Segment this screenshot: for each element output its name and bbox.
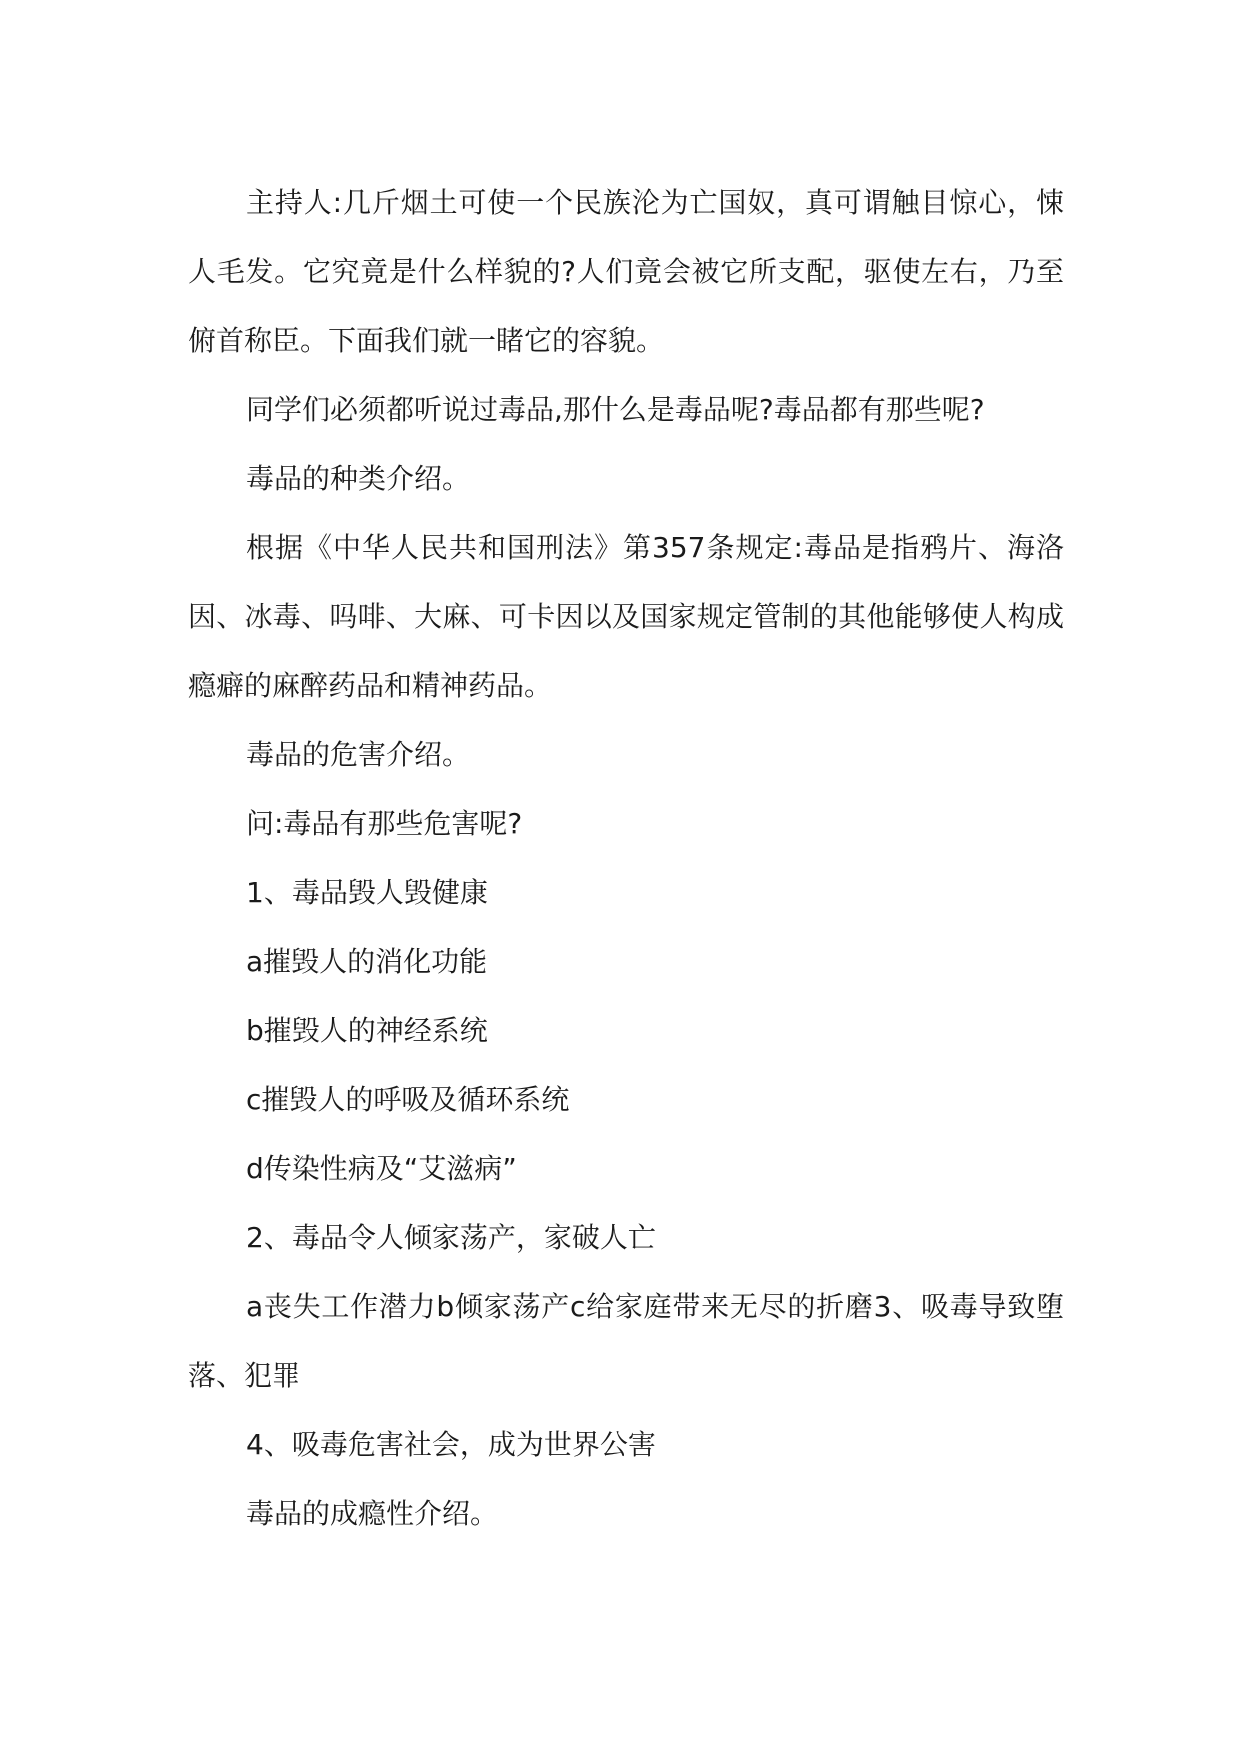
paragraph-legal-definition: 根据《中华人民共和国刑法》第357条规定:毒品是指鸦片、海洛因、冰毒、吗啡、大麻、可卡因以及国家规定管制的其他能够使人构成瘾癖的麻醉药品和精神药品。 (188, 531, 1064, 702)
paragraph-addiction-heading: 毒品的成瘾性介绍。 (246, 1497, 499, 1530)
paragraph-types-heading: 毒品的种类介绍。 (246, 462, 471, 495)
list-item-harm-1: 1、毒品毁人毁健康 (246, 876, 488, 909)
list-item-harm-1d: d传染性病及“艾滋病” (246, 1152, 517, 1185)
list-item-harm-4: 4、吸毒危害社会，成为世界公害 (246, 1428, 656, 1461)
list-item-harm-1a: a摧毁人的消化功能 (246, 945, 488, 978)
list-item-harm-1b: b摧毁人的神经系统 (246, 1014, 488, 1047)
document-body (188, 168, 1064, 1548)
paragraph-question-drugs: 同学们必须都听说过毒品,那什么是毒品呢?毒品都有那些呢? (246, 393, 985, 426)
paragraph-host-intro: 主持人:几斤烟土可使一个民族沦为亡国奴，真可谓触目惊心，悚人毛发。它究竟是什么样貌的?人们竟会被它所支配，驱使左右，乃至俯首称臣。下面我们就一睹它的容貌。 (188, 186, 1064, 357)
list-item-harm-2-details: a丧失工作潜力b倾家荡产c给家庭带来无尽的折磨3、吸毒导致堕落、犯罪 (188, 1290, 1064, 1392)
list-item-harm-2: 2、毒品令人倾家荡产，家破人亡 (246, 1221, 656, 1254)
paragraph-harms-question: 问:毒品有那些危害呢? (246, 807, 523, 840)
list-item-harm-1c: c摧毁人的呼吸及循环系统 (246, 1083, 570, 1116)
paragraph-harms-heading: 毒品的危害介绍。 (246, 738, 471, 771)
